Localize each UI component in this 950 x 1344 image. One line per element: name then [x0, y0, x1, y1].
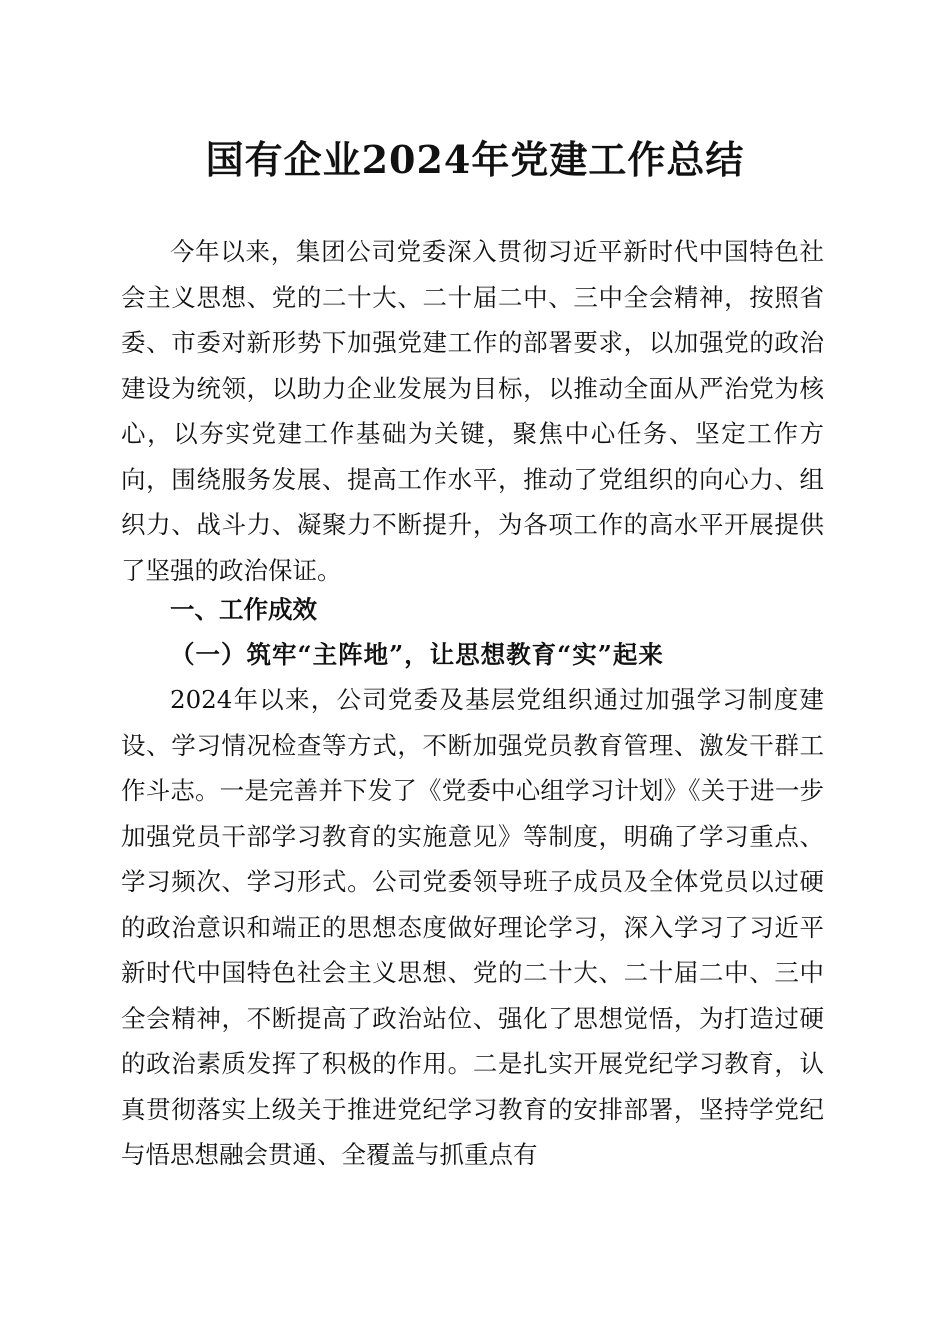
intro-paragraph: 今年以来，集团公司党委深入贯彻习近平新时代中国特色社会主义思想、党的二十大、二十届二中、三中全会精神，按照省委、市委对新形势下加强党建工作的部署要求，以加强党的政治建设为统领，以助力企业发展为目标，以推动全面从严治党为核心，以夯实党建工作基础为关键，聚焦中心任务、坚定工作方向，围绕服务发展、提高工作水平，推动了党组织的向心力、组织力、战斗力、凝聚力不断提升，为各项工作的高水平开展提供了坚强的政治保证。	[121, 237, 824, 585]
section-paragraph: 2024年以来，公司党委及基层党组织通过加强学习制度建设、学习情况检查等方式，不断加强党员教育管理、激发干群工作斗志。一是完善并下发了《党委中心组学习计划》《关于进一步加强党员干部学习教育的实施意见》等制度，明确了学习重点、学习频次、学习形式。公司党委领导班子成员及全体党员以过硬的政治意识和端正的思想态度做好理论学习，深入学习了习近平新时代中国特色社会主义思想、党的二十大、二十届二中、三中全会精神，不断提高了政治站位、强化了思想觉悟，为打造过硬的政治素质发挥了积极的作用。二是扎实开展党纪学习教育，认真贯彻落实上级关于推进党纪学习教育的安排部署，坚持学党纪与悟思想融会贯通、全覆盖与抓重点有	[121, 685, 824, 1169]
document-title: 国有企业2024年党建工作总结	[205, 137, 745, 182]
intro-paragraph-block	[121, 229, 824, 593]
section-paragraph-block	[121, 677, 824, 1178]
subsection-heading-ideological-education: （一）筑牢“主阵地”，让思想教育“实”起来	[170, 640, 664, 669]
section-heading-achievements: 一、工作成效	[170, 595, 317, 624]
